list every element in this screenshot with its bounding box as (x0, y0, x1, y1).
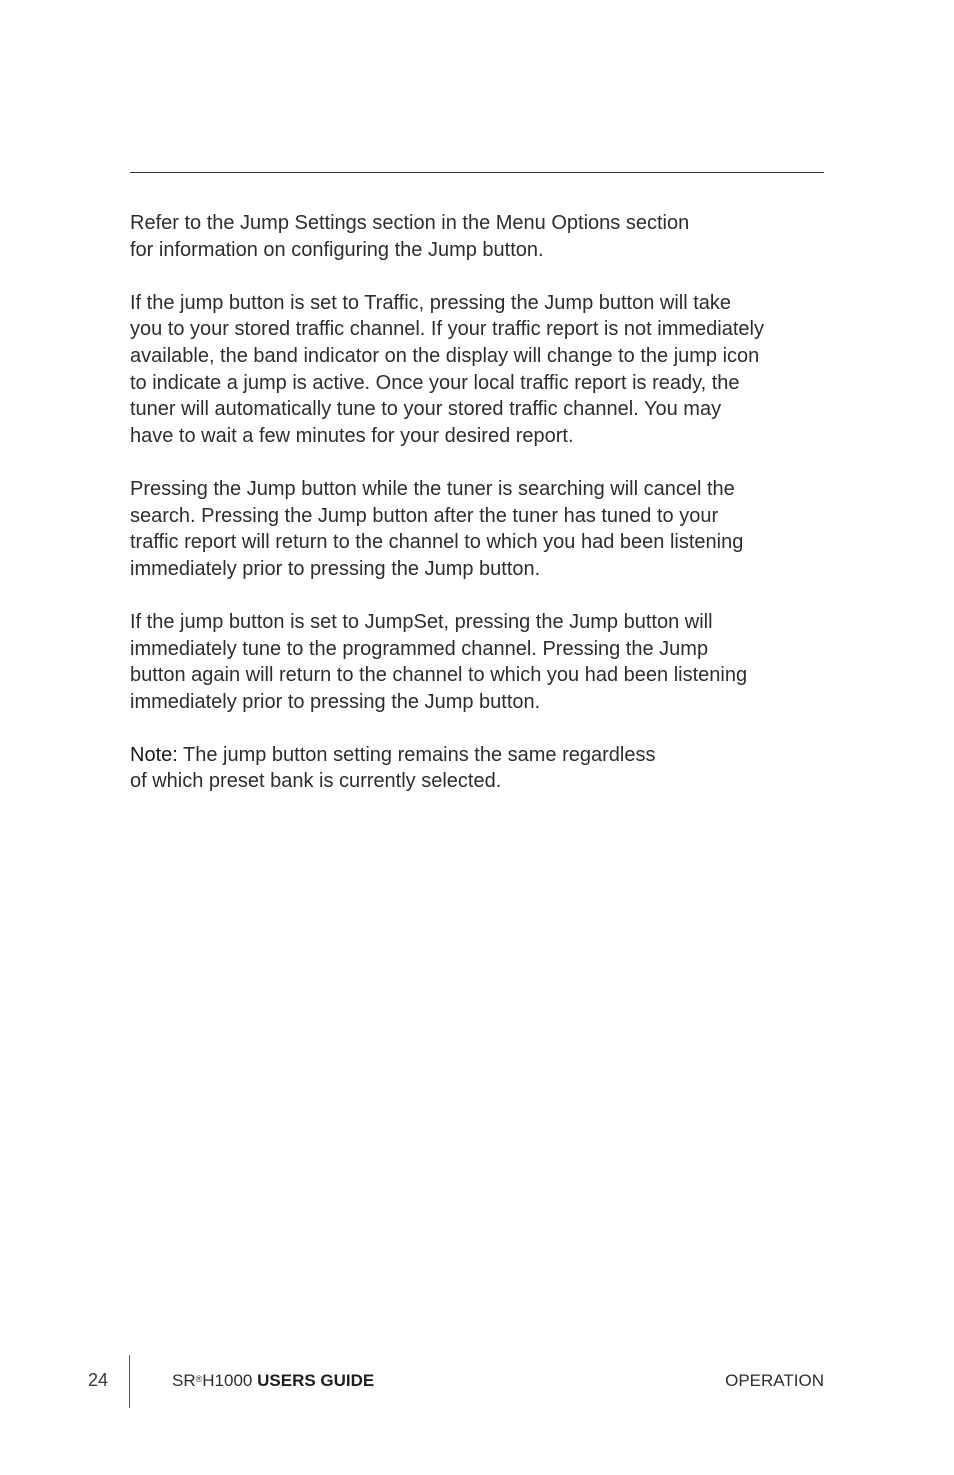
paragraph-jump-traffic: If the jump button is set to Traffic, pressing the Jump button will take you to your stored traffic channel. If your traffic report is not immediately available, the band indicator on the display will change to the jump icon to indicate a jump is active. Once your local traffic report is ready, the tuner will automatically tune to your stored traffic channel. You may have to wait a few minutes for your desired report. (130, 291, 764, 447)
registered-mark: ® (195, 1374, 203, 1384)
page-number: 24 (88, 1370, 109, 1390)
footer-divider (129, 1355, 130, 1408)
header-rule (130, 172, 824, 173)
paragraph-jumpset: If the jump button is set to JumpSet, pressing the Jump button will immediately tune to the programmed channel. Pressing the Jump button again will return to the channel to which you had been listening immediately prior to pressing the Jump button. (130, 610, 748, 713)
note-label: Note: (130, 743, 178, 766)
footer-guide-title (172, 1371, 374, 1391)
body-text (130, 210, 830, 822)
note-text: The jump button setting remains the same regardless of which preset bank is currently selected. (130, 743, 656, 793)
note-paragraph (130, 742, 830, 795)
guide-label: USERS GUIDE (257, 1371, 375, 1390)
paragraph-jump-settings-ref: Refer to the Jump Settings section in the Menu Options section for information on configuring the Jump button. (130, 212, 690, 261)
paragraph-jump-cancel: Pressing the Jump button while the tuner is searching will cancel the search. Pressing the Jump button after the tuner has tuned to your traffic report will return to the channel to which you had been listening immediately prior to pressing the Jump button. (130, 477, 744, 580)
model-prefix: SR (172, 1371, 196, 1390)
section-name: OPERATION (725, 1371, 824, 1390)
model-suffix: H1000 (202, 1371, 253, 1390)
